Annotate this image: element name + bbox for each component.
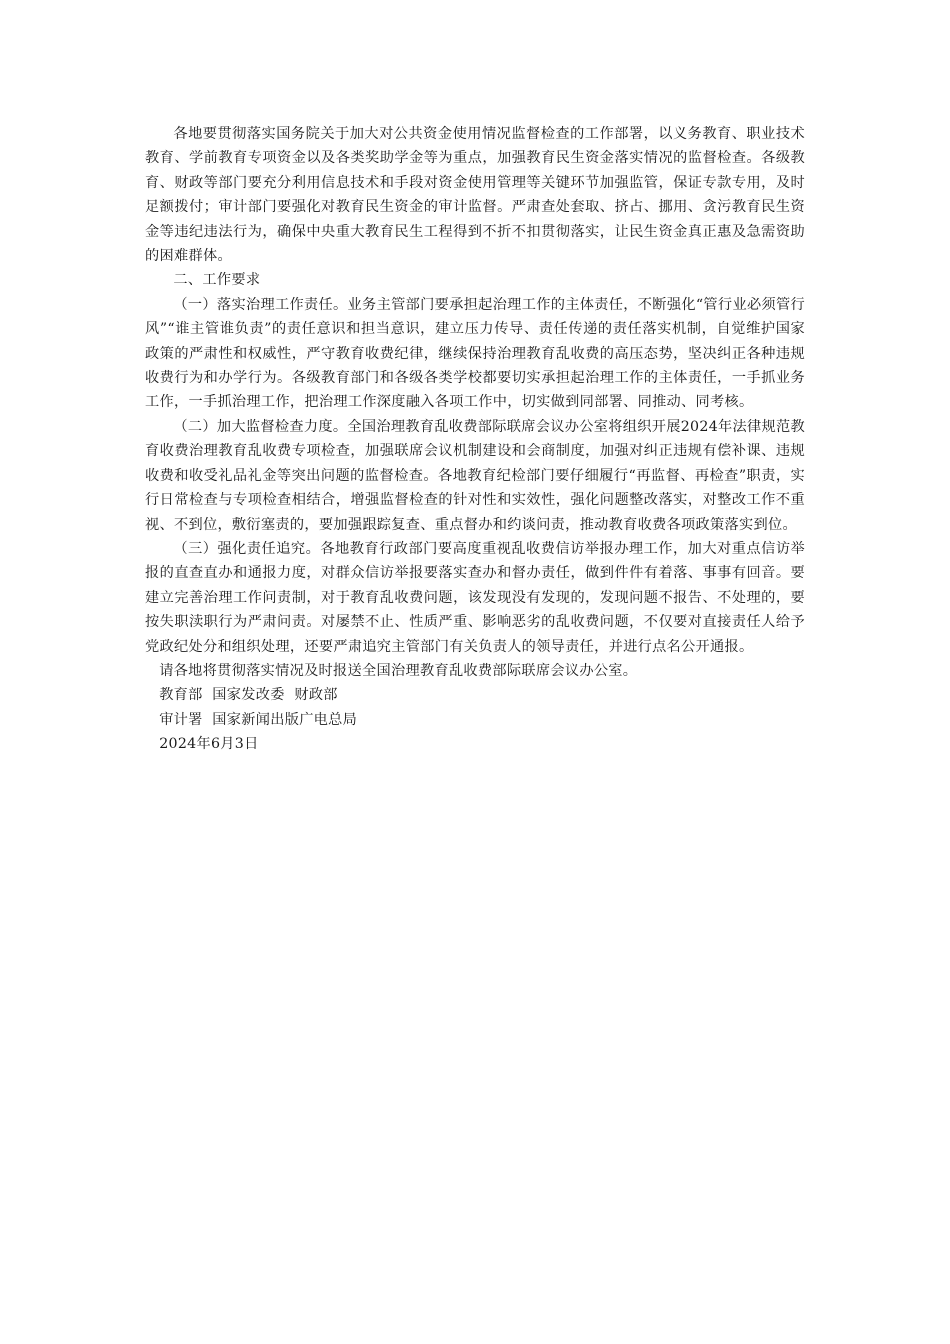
signature-line-2: 审计署 国家新闻出版广电总局 <box>159 711 358 728</box>
section-heading-work-requirements: 二、工作要求 <box>173 272 261 289</box>
paragraph-request: 请各地将贯彻落实情况及时报送全国治理教育乱收费部际联席会议办公室。 <box>159 662 638 679</box>
signature-line-1: 教育部 国家发改委 财政部 <box>159 687 338 704</box>
document-body <box>145 122 805 757</box>
paragraph-item-three: （三）强化责任追究。各地教育行政部门要高度重视乱收费信访举报办理工作，加大对重点信访举报的直查直办和通报力度，对群众信访举报要落实查办和督办责任，做到件件有着落、事事有回音。要建立完善治理工作问责制，对于教育乱收费问题，该发现没有发现的，发现问题不报告、不处理的，要按失职渎职行为严肃问责。对屡禁不止、性质严重、影响恶劣的乱收费问题，不仅要对直接责任人给予党政纪处分和组织处理，还要严肃追究主管部门有关负责人的领导责任，并进行点名公开通报。 <box>145 540 805 655</box>
paragraph-supervision: 各地要贯彻落实国务院关于加大对公共资金使用情况监督检查的工作部署，以义务教育、职业技术教育、学前教育专项资金以及各类奖助学金等为重点，加强教育民生资金落实情况的监督检查。各级教育、财政等部门要充分利用信息技术和手段对资金使用管理等关键环节加强监管，保证专款专用，及时足额拨付；审计部门要强化对教育民生资金的审计监督。严肃查处套取、挤占、挪用、贪污教育民生资金等违纪违法行为，确保中央重大教育民生工程得到不折不扣贯彻落实，让民生资金真正惠及急需资助的困难群体。 <box>145 126 805 265</box>
paragraph-item-two: （二）加大监督检查力度。全国治理教育乱收费部际联席会议办公室将组织开展2024年法律规范教育收费治理教育乱收费专项检查，加强联席会议机制建设和会商制度，加强对纠正违规有偿补课、违规收费和收受礼品礼金等突出问题的监督检查。各地教育纪检部门要仔细履行“再监督、再检查”职责，实行日常检查与专项检查相结合，增强监督检查的针对性和实效性，强化问题整改落实，对整改工作不重视、不到位，敷衍塞责的，要加强跟踪复查、重点督办和约谈问责，推动教育收费各项政策落实到位。 <box>145 418 805 533</box>
signature-date: 2024年6月3日 <box>159 736 259 753</box>
paragraph-item-one: （一）落实治理工作责任。业务主管部门要承担起治理工作的主体责任，不断强化“管行业必须管行风”“谁主管谁负责”的责任意识和担当意识，建立压力传导、责任传递的责任落实机制，自觉维护国家政策的严肃性和权威性，严守教育收费纪律，继续保持治理教育乱收费的高压态势，坚决纠正各种违规收费行为和办学行为。各级教育部门和各级各类学校都要切实承担起治理工作的主体责任，一手抓业务工作，一手抓治理工作，把治理工作深度融入各项工作中，切实做到同部署、同推动、同考核。 <box>145 296 805 411</box>
